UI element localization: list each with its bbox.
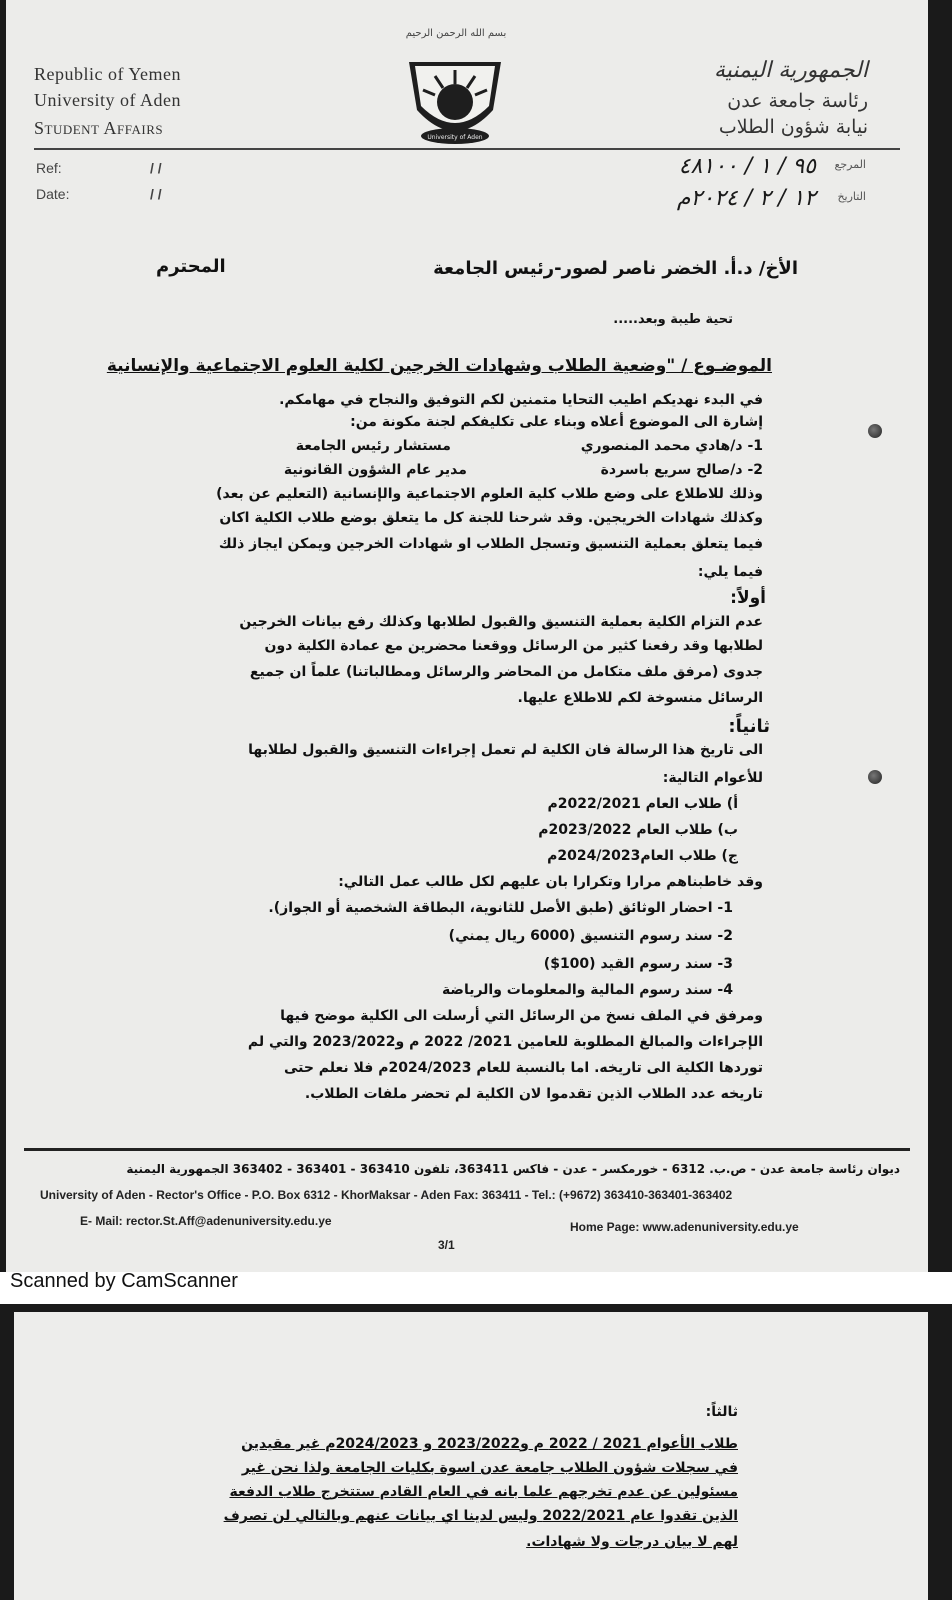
committee-name: د/صالح سريع باسردة — [600, 462, 743, 478]
ar-ref-label: المرجع — [834, 158, 866, 171]
page-number: 3/1 — [438, 1238, 455, 1252]
second-line-1: الى تاريخ هذا الرسالة فان الكلية لم تعمل إجراءات التنسيق والقبول لطلابها — [248, 742, 763, 758]
year-b: ب) طلاب العام 2023/2022م — [538, 822, 738, 838]
attach-line-4: تاريخه عدد الطلاب الذين تقدموا لان الكلية لم تحضر ملفات الطلاب. — [304, 1086, 763, 1102]
svg-text:University of Aden: University of Aden — [427, 134, 483, 141]
footer-ar-address: ديوان رئاسة جامعة عدن - ص.ب. 6312 - خورمكسر - عدن - فاكس 363411، تلفون 363410 - 363401 - 363402 الجمهورية اليمنية — [126, 1162, 900, 1176]
scanner-watermark: Scanned by CamScanner — [10, 1270, 238, 1292]
basmala: بسم الله الرحمن الرحيم — [405, 28, 507, 39]
subject-line: الموضـوع / "وضعية الطلاب وشهادات الخرجين لكلية العلوم الاجتماعية والإنسانية — [106, 356, 772, 376]
punch-hole — [868, 770, 882, 784]
committee-title: مدير عام الشؤون القانونية — [283, 462, 467, 478]
requirement-2: 2- سند رسوم التنسيق (6000 ريال يمني) — [448, 928, 733, 944]
requirement-4: 4- سند رسوم المالية والمعلومات والرياضة — [441, 982, 733, 998]
para1-line-1: وذلك للاطلاع على وضع طلاب كلية العلوم الاجتماعية والإنسانية (التعليم عن بعد) — [216, 486, 763, 502]
header-ar-presidency: رئاسة جامعة عدن — [727, 90, 868, 112]
first-heading: أولاً: — [730, 588, 766, 608]
header-ar-republic: الجمهورية اليمنية — [713, 58, 868, 83]
third-line-4: الذين تقدوا عام 2022/2021 وليس لدينا اي بيانات عنهم وبالتالي لن تصرف — [223, 1508, 738, 1524]
letter-page-1 — [6, 0, 928, 1272]
committee-num: 2- — [747, 462, 763, 478]
attach-line-1: ومرفق في الملف نسخ من الرسائل التي أرسلت الى الكلية موضح فيها — [280, 1008, 763, 1024]
intro-line-1: في البدء نهديكم اطيب التحايا متمنين لكم التوفيق والنجاح في مهامكم. — [279, 392, 763, 408]
told-line: وقد خاطبناهم مرارا وتكرارا بان عليهم لكل طالب عمل التالي: — [338, 874, 763, 890]
committee-num: 1- — [747, 438, 763, 454]
header-ar-student-affairs: نيابة شؤون الطلاب — [718, 116, 868, 138]
letter-page-2 — [14, 1312, 928, 1600]
attach-line-2: الإجراءات والمبالغ المطلوبة للعامين 2021/ 2022 م و2023/2022 والتي لم — [247, 1034, 763, 1050]
first-line-3: جدوى (مرفق ملف متكامل من المحاضر والرسائل ومطالباتنا) علماً ان جميع — [249, 664, 763, 680]
third-line-1: طلاب الأعوام 2021 / 2022 م و2023/2022 و 2024/2023م غير مقيدين — [241, 1436, 738, 1452]
second-heading: ثانياً: — [728, 716, 770, 737]
third-line-2: في سجلات شؤون الطلاب جامعة عدن اسوة بكليات الجامعة ولذا نحن غير — [241, 1460, 738, 1476]
first-line-2: لطلابها وقد رفعنا كثير من الرسائل ووقعنا محضرين مع عمادة الكلية دون — [264, 638, 763, 654]
committee-member-2 — [123, 462, 763, 478]
attach-line-3: توردها الكلية الى تاريخه. اما بالنسبة للعام 2024/2023م فلا نعلم حتى — [283, 1060, 763, 1076]
year-a: أ) طلاب العام 2022/2021م — [547, 796, 738, 812]
third-line-5: لهم لا بيان درجات ولا شهادات. — [526, 1534, 738, 1550]
addressee: الأخ/ د.أ. الخضر ناصر لصور-رئيس الجامعة — [433, 258, 798, 279]
third-line-3: مسئولين عن عدم تخرجهم علما بانه في العام القادم ستتخرج طلاب الدفعة — [229, 1484, 738, 1500]
committee-member-1 — [123, 438, 763, 454]
intro-line-2: إشارة الى الموضوع أعلاه وبناء على تكليفكم لجنة مكونة من: — [350, 414, 763, 430]
third-heading: ثالثاً: — [705, 1404, 738, 1420]
punch-hole — [868, 424, 882, 438]
header-en-republic: Republic of Yemen — [34, 64, 181, 84]
footer-email: E- Mail: rector.St.Aff@adenuniversity.edu.ye — [80, 1214, 332, 1228]
header-en-student-affairs: Student Affairs — [34, 118, 164, 138]
date-slashes: / / — [150, 186, 162, 202]
honorific: المحترم — [156, 256, 226, 277]
first-line-1: عدم التزام الكلية بعملية التنسيق والقبول لطلابها وكذلك رفع بيانات الخرجين — [239, 614, 763, 630]
greeting: تحية طيبة وبعد..... — [613, 312, 733, 327]
para1-line-4: فيما يلي: — [697, 564, 763, 580]
para1-line-3: فيما يتعلق بعملية التنسيق وتسجل الطلاب او شهادات الخرجين ويمكن ايجاز ذلك — [218, 536, 763, 552]
footer-homepage: Home Page: www.adenuniversity.edu.ye — [570, 1220, 799, 1234]
committee-name: د/هادي محمد المنصوري — [580, 438, 743, 454]
committee-title: مستشار رئيس الجامعة — [295, 438, 451, 454]
ref-slashes: / / — [150, 160, 162, 176]
ar-ref-value: ٩٥ / ١ / ٤٨١٠٠ — [678, 154, 816, 179]
requirement-3: 3- سند رسوم القيد (100$) — [543, 956, 733, 972]
university-seal-logo — [401, 40, 509, 152]
footer-en-address: University of Aden - Rector's Office - P.O. Box 6312 - KhorMaksar - Aden Fax: 363411 - Tel.: (+9672) 363410-363401-363402 — [40, 1188, 733, 1202]
year-c: ج) طلاب العام2024/2023م — [547, 848, 738, 864]
para1-line-2: وكذلك شهادات الخريجين. وقد شرحنا للجنة كل ما يتعلق بوضع طلاب الكلية اكان — [219, 510, 763, 526]
date-label: Date: — [36, 186, 70, 202]
first-line-4: الرسائل منسوخة لكم للاطلاع عليها. — [517, 690, 763, 706]
header-divider — [34, 148, 900, 150]
header-en-university: University of Aden — [34, 90, 181, 110]
footer-divider — [24, 1148, 910, 1151]
ar-date-value: ١٢ / ٢ / ٢٠٢٤م — [676, 186, 816, 211]
second-line-2: للأعوام التالية: — [662, 770, 763, 786]
requirement-1: 1- احضار الوثائق (طبق الأصل للثانوية، البطاقة الشخصية أو الجواز). — [268, 900, 733, 916]
ar-date-label: التاريخ — [837, 190, 866, 203]
ref-label: Ref: — [36, 160, 62, 176]
